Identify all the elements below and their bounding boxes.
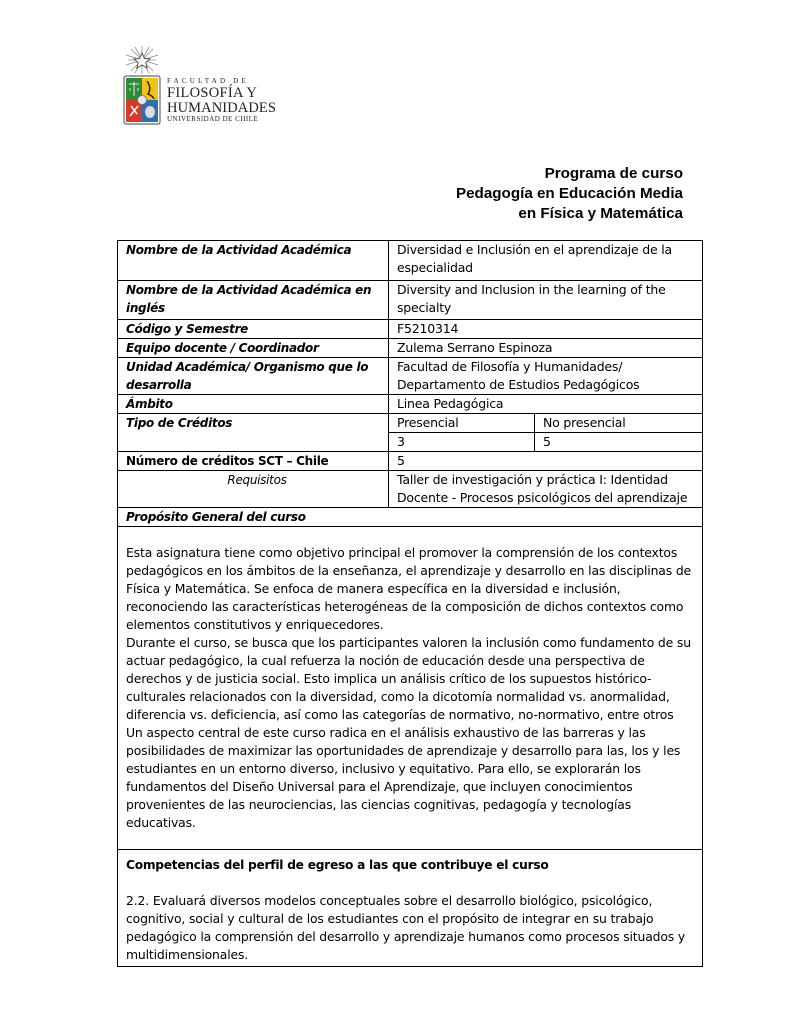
- sct-credits-label: Número de créditos SCT – Chile: [118, 452, 389, 471]
- header-program: Pedagogía en Educación Media: [455, 185, 683, 202]
- credit-type-header-row: [118, 414, 703, 433]
- logo-line-1: FACULTAD DE: [167, 77, 249, 85]
- table-row: [118, 452, 703, 471]
- table-row: [118, 395, 703, 414]
- competencias-text: 2.2. Evaluará diversos modelos conceptuales sobre el desarrollo biológico, psicológico, cognitivo, social y cultural de los estudiantes con el propósito de integrar en su trabajo pedagógico la comprensión del desarrollo y aprendizaje humanos como procesos situados y multidimensionales.: [126, 893, 686, 962]
- credit-type-label: Tipo de Créditos: [118, 414, 389, 452]
- logo-line-4: UNIVERSIDAD DE CHILE: [167, 115, 259, 123]
- credit-header-presencial: Presencial: [389, 414, 535, 433]
- row-label: Nombre de la Actividad Académica en inglés: [118, 281, 389, 320]
- header-specialty: en Física y Matemática: [518, 205, 683, 222]
- course-program-table: [117, 240, 703, 967]
- table-row: [118, 320, 703, 339]
- proposito-body-row: [118, 527, 703, 850]
- row-value: Facultad de Filosofía y Humanidades/ Departamento de Estudios Pedagógicos: [389, 358, 703, 395]
- table-row: [118, 241, 703, 281]
- credit-value-presencial: 3: [389, 433, 535, 452]
- table-row: [118, 281, 703, 320]
- proposito-paragraph: Un aspecto central de este curso radica en el análisis exhaustivo de las barreras y las posibilidades de maximizar las oportunidades de aprendizaje y desarrollo para las, los y les estudiantes en un entorno diverso, inclusivo y equitativo. Para ello, se explorarán los fundamentos del Diseño Universal para el Aprendizaje, que incluyen conocimientos provenientes de las neurociencias, las ciencias cognitivas, pedagogía y tecnologías educativas.: [126, 725, 681, 830]
- table-row: [118, 471, 703, 508]
- row-label: Código y Semestre: [118, 320, 389, 339]
- row-value: Diversidad e Inclusión en el aprendizaje de la especialidad: [389, 241, 703, 281]
- faculty-logo: [122, 44, 277, 126]
- competencias-title: Competencias del perfil de egreso a las que contribuye el curso: [126, 858, 549, 872]
- table-row: [118, 339, 703, 358]
- row-label: Unidad Académica/ Organismo que lo desarrolla: [118, 358, 389, 395]
- row-value: Zulema Serrano Espinoza: [389, 339, 703, 358]
- credit-header-no-presencial: No presencial: [535, 414, 703, 433]
- logo-line-3: HUMANIDADES: [167, 99, 277, 116]
- sct-credits-value: 5: [389, 452, 703, 471]
- row-label: Equipo docente / Coordinador: [118, 339, 389, 358]
- row-label: Nombre de la Actividad Académica: [118, 241, 389, 281]
- requisitos-label: Requisitos: [118, 471, 389, 508]
- logo-wordmark: [167, 78, 276, 123]
- proposito-paragraph: Durante el curso, se busca que los participantes valoren la inclusión como fundamento de su actuar pedagógico, la cual refuerza la noción de educación desde una perspectiva de derechos y de justicia social. Esto implica un análisis crítico de los supuestos histórico-culturales relacionados con la diversidad, como la dicotomía normalidad vs. anormalidad, diferencia vs. deficiencia, así como las categorías de normativo, no-normativo, entre otros: [126, 635, 691, 722]
- row-value: F5210314: [389, 320, 703, 339]
- credit-value-no-presencial: 5: [535, 433, 703, 452]
- university-crest-icon: [122, 44, 162, 126]
- document-header: [456, 164, 683, 224]
- competencias-row: [118, 850, 703, 967]
- logo-line-2: FILOSOFÍA Y: [167, 85, 258, 101]
- proposito-paragraph: Esta asignatura tiene como objetivo principal el promover la comprensión de los contextos pedagógicos en los ámbitos de la enseñanza, el aprendizaje y desarrollo en las disciplinas de Física y Matemática. Se enfoca de manera específica en la diversidad e inclusión, reconociendo las características heterogéneas de la composición de dichos contextos como elementos constitutivos y enriquecedores.: [126, 545, 692, 632]
- table-row: [118, 358, 703, 395]
- proposito-title-row: [118, 508, 703, 527]
- header-title: Programa de curso: [544, 165, 683, 182]
- proposito-body: [118, 527, 703, 850]
- row-value: Linea Pedagógica: [389, 395, 703, 414]
- requisitos-value: Taller de investigación y práctica I: Identidad Docente - Procesos psicológicos del aprendizaje: [389, 471, 703, 508]
- row-value: Diversity and Inclusion in the learning of the specialty: [389, 281, 703, 320]
- row-label: Ámbito: [118, 395, 389, 414]
- proposito-title: Propósito General del curso: [118, 508, 703, 527]
- competencias-cell: [118, 850, 703, 967]
